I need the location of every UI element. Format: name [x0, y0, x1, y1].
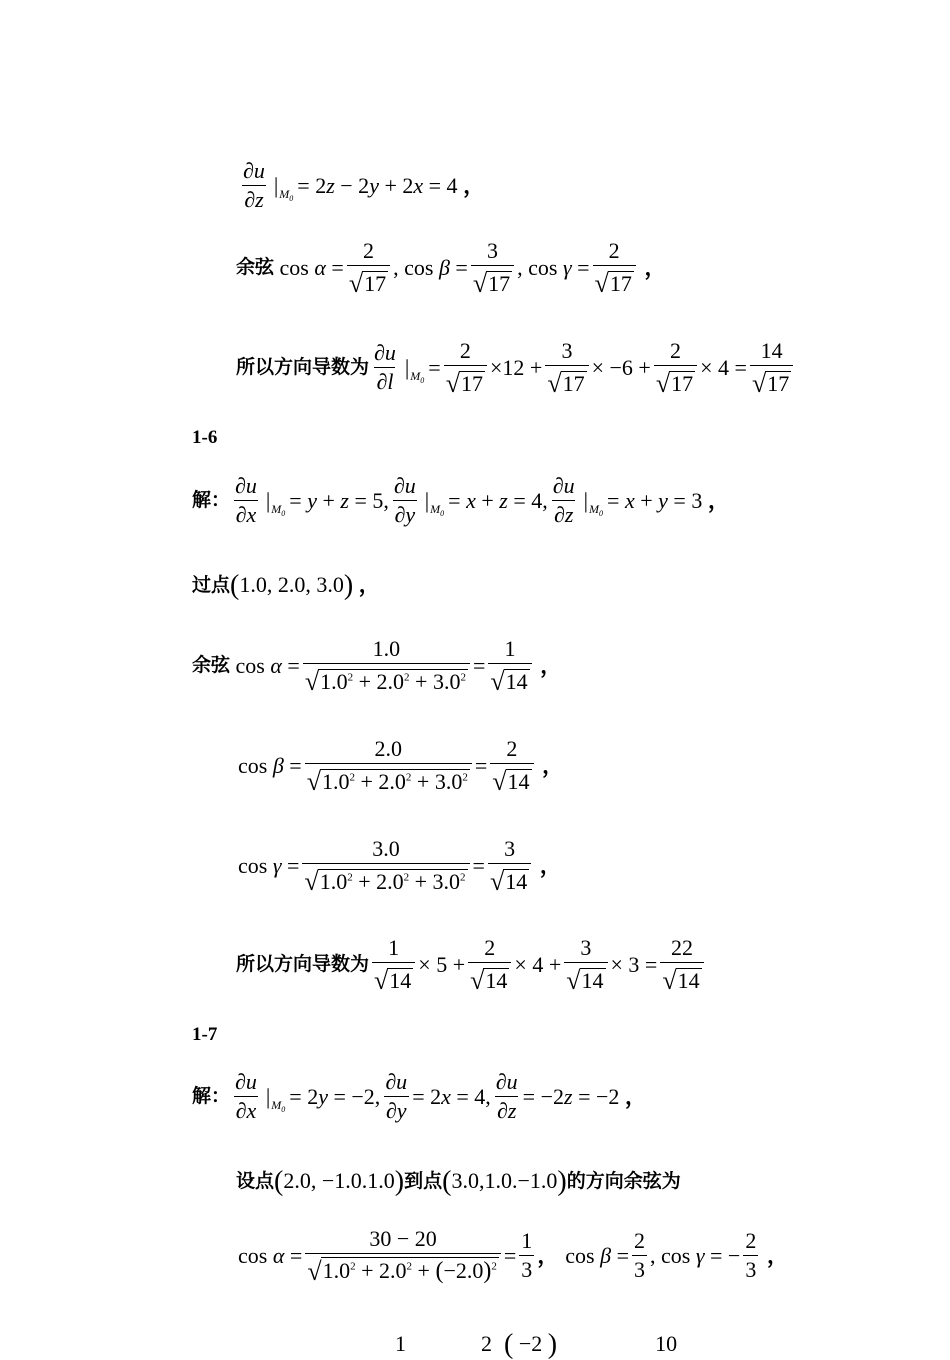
label-directional-derivative-2: 所以方向导数为 — [236, 953, 370, 975]
problem-heading-1-7: 1-7 — [192, 1024, 218, 1045]
through-point-line: 过点 ( 1.0, 2.0, 3.0 ) ， — [192, 570, 381, 601]
direction-cosines-line: 余弦 cos α = 2 √ 17 , cos β = 3 √ 17 , cos γ = 2 √ 17 ， — [236, 238, 667, 298]
label-solution: 解： — [192, 489, 231, 511]
label-cosine: 余弦 — [236, 256, 275, 278]
label-direction-cosines: 的方向余弦为 — [566, 1169, 681, 1192]
equation-du-dz: $\frac{\partial u}{\partial z}$ | $M_0$ = 2z − 2y + 2x = 4 ， — [243, 158, 486, 212]
directional-derivative-line: 所以方向导数为 $\frac{\partial u}{\partial l}$ | $M_0$ = 2 √ 17 ×12 + 3 √ 17 × −6 + 2 √ 17 × 4 = 14 √ 17 — [236, 340, 796, 395]
problem-heading-1-6: 1-6 — [192, 427, 218, 448]
directional-derivative-1-6: 所以方向导数为 1 √ 14 × 5 + 2 √ 14 × 4 + 3 √ 14 × 3 = 22 √ 14 — [236, 937, 707, 992]
label-directional-derivative: 所以方向导数为 — [236, 356, 370, 378]
direction-setup-line: 设点 ( 2.0, −1.0.1.0 ) 到点 ( 3.0,1.0.−1.0 ) 的方向余弦为 — [236, 1166, 681, 1197]
cos-beta-1-6: cos β = 2.0 √ $1.0^2 + 2.0^2 + 3.0^2$ = 2 √ 14 ， — [238, 736, 565, 796]
partial-derivatives-1-7: 解： $\frac{\partial u}{\partial x}$ | $M_0$ = 2y = −2, $\frac{\partial u}{\partial y}$ = 2x = 4, $\frac{\partial u}{\partial z}$ = −2z = −2 ， — [192, 1069, 647, 1123]
partial-derivatives-1-6: 解： $\frac{\partial u}{\partial x}$ | $M_0$ = y + z = 5, $\frac{\partial u}{\partial y}$ | $M_0$ = x + z = 4, $\frac{\partial u}{\partial z}$ | $M_0$ = x + y = 3 ， — [192, 473, 730, 527]
label-through-point: 过点 — [192, 573, 231, 596]
label-set-point: 设点 — [236, 1169, 275, 1192]
label-to-point: 到点 — [404, 1169, 443, 1192]
cos-gamma-1-6: cos γ = 3.0 √ $1.0^2 + 2.0^2 + 3.0^2$ = 3 √ 14 ， — [238, 836, 562, 896]
label-cosine-2: 余弦 — [192, 654, 231, 676]
label-solution-2: 解： — [192, 1085, 231, 1107]
cut-off-line: 1 2 ( −2 ) 10 — [395, 1329, 678, 1360]
cosines-1-7: cos α = 30 − 20 √ $1.0^2 + 2.0^2 + (-2.0)^2$ = $\frac{1}{3}$ ， cos β = $\frac{2}{3}$ , cos γ = − $\frac{2}{3}$ ， — [238, 1226, 789, 1286]
cos-alpha-1-6: 余弦 cos α = 1.0 √ $1.0^2 + 2.0^2 + 3.0^2$ = 1 √ 14 ， — [192, 636, 563, 696]
